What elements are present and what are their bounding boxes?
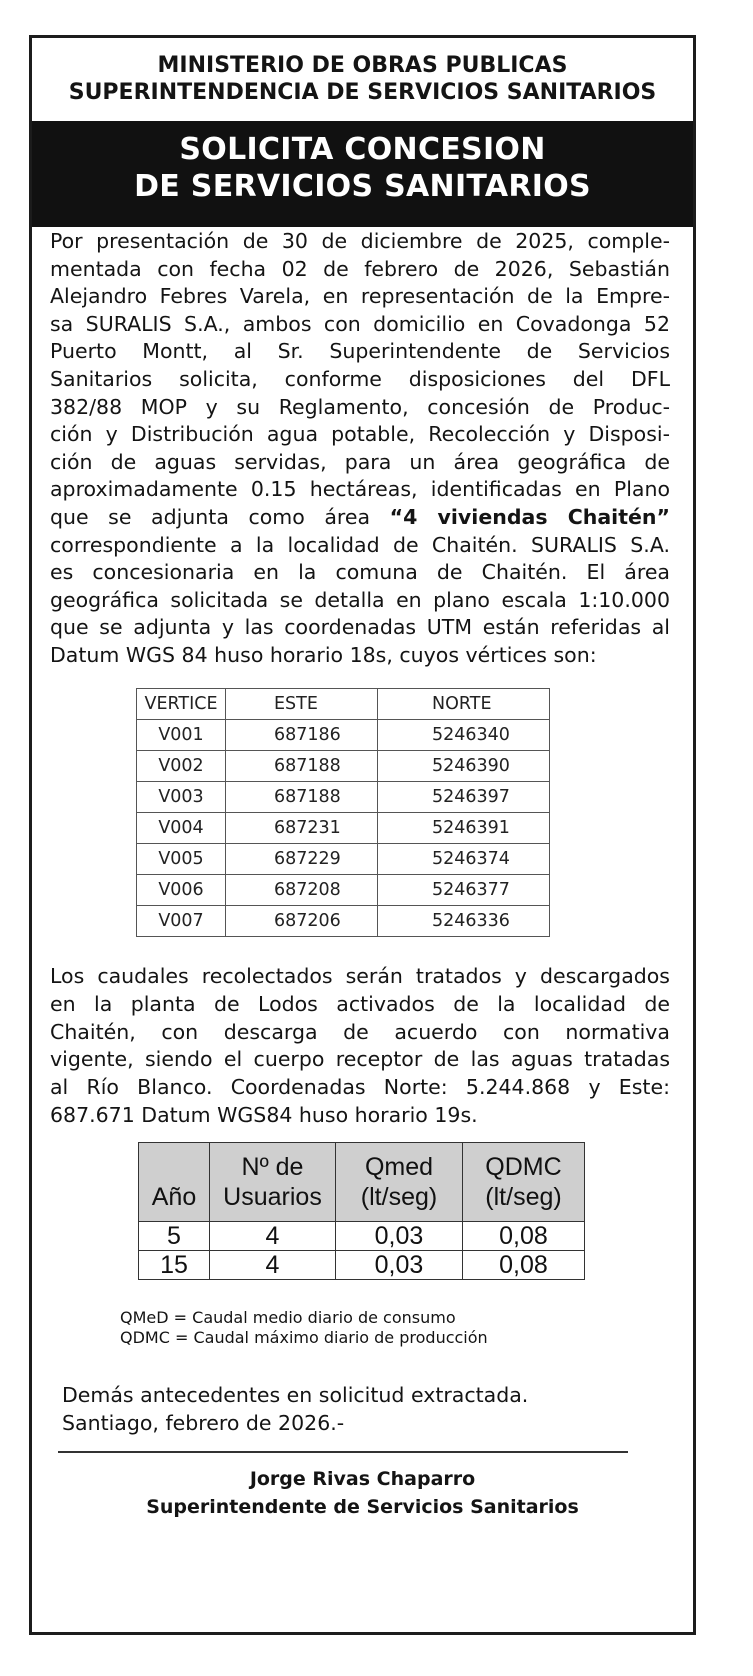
vertex-este: 687206 xyxy=(226,906,378,937)
year-cell: 15 xyxy=(139,1251,210,1280)
paragraph-line: Por presentación de 30 de diciembre de 2025, comple- xyxy=(50,229,670,253)
vertex-id: V001 xyxy=(137,720,226,751)
paragraph-line: ción de aguas servidas, para un área geográfica de xyxy=(50,449,670,474)
header-line: Qmed xyxy=(364,1153,434,1181)
vertex-este: 687188 xyxy=(226,751,378,782)
vertex-id: V007 xyxy=(137,906,226,937)
table-row xyxy=(137,844,550,875)
note-qdmc: QDMC = Caudal máximo diario de producción xyxy=(120,1328,488,1347)
qmed-cell: 0,03 xyxy=(336,1222,463,1251)
paragraph-line-area-name xyxy=(50,504,670,532)
note-qmed: QMeD = Caudal medio diario de consumo xyxy=(120,1308,456,1327)
paragraph-line: 382/88 MOP y su Reglamento, concesión de Produc- xyxy=(50,394,670,419)
vertex-este: 687188 xyxy=(226,782,378,813)
paragraph-line: Puerto Montt, al Sr. Superintendente de Servicios xyxy=(50,339,670,364)
table-row xyxy=(137,751,550,782)
paragraph-line: geográfica solicitada se detalla en plano escala 1:10.000 xyxy=(50,587,670,612)
vertex-id: V004 xyxy=(137,813,226,844)
superintendency-name: SUPERINTENDENCIA DE SERVICIOS SANITARIOS xyxy=(68,80,657,105)
column-header-qmed xyxy=(336,1143,463,1222)
header-line: (lt/seg) xyxy=(360,1183,438,1211)
paragraph-line: en la planta de Lodos activados de la localidad de xyxy=(50,991,670,1016)
table-row xyxy=(137,813,550,844)
paragraph-line: mentada con fecha 02 de febrero de 2026, Sebastián xyxy=(50,256,670,281)
vertex-norte: 5246391 xyxy=(378,813,550,844)
vertex-este: 687229 xyxy=(226,844,378,875)
column-header-usuarios xyxy=(210,1143,336,1222)
paragraph-line: sa SURALIS S.A., ambos con domicilio en Covadonga 52 xyxy=(50,311,670,336)
table-header-row xyxy=(137,689,550,720)
vertex-coordinates-table xyxy=(136,688,550,937)
paragraph-line: aproximadamente 0.15 hectáreas, identificadas en Plano xyxy=(50,477,670,502)
table-header-row xyxy=(139,1143,585,1222)
column-header-vertice: VERTICE xyxy=(137,689,226,720)
vertex-este: 687231 xyxy=(226,813,378,844)
vertex-norte: 5246377 xyxy=(378,875,550,906)
column-header-este: ESTE xyxy=(226,689,378,720)
vertex-este: 687186 xyxy=(226,720,378,751)
signatory-role: Superintendente de Servicios Sanitarios xyxy=(146,1496,579,1518)
area-intro-text: que se adjunta como área xyxy=(50,504,371,529)
vertex-id: V005 xyxy=(137,844,226,875)
paragraph-line: correspondiente a la localidad de Chaitén. SURALIS S.A. xyxy=(50,532,670,557)
paragraph-line: ción y Distribución agua potable, Recolección y Disposi- xyxy=(50,422,670,447)
qdmc-cell: 0,08 xyxy=(463,1251,585,1280)
header-line: QDMC xyxy=(485,1153,562,1181)
closing-text xyxy=(62,1381,528,1437)
column-header-ano xyxy=(139,1143,210,1222)
paragraph-line: Datum WGS 84 huso horario 18s, cuyos vértices son: xyxy=(50,642,597,667)
column-header-norte: NORTE xyxy=(378,689,550,720)
paragraph-line: al Río Blanco. Coordenadas Norte: 5.244.868 y Este: xyxy=(50,1075,670,1100)
vertex-este: 687208 xyxy=(226,875,378,906)
closing-date: Santiago, febrero de 2026.- xyxy=(62,1411,345,1435)
vertex-norte: 5246397 xyxy=(378,782,550,813)
vertex-norte: 5246390 xyxy=(378,751,550,782)
signature-divider xyxy=(58,1451,628,1453)
paragraph-line: vigente, siendo el cuerpo receptor de las aguas tratadas xyxy=(50,1047,670,1072)
request-paragraph xyxy=(50,228,670,670)
header-line: (lt/seg) xyxy=(485,1183,562,1211)
paragraph-line: es concesionaria en la comuna de Chaitén. El área xyxy=(50,560,670,585)
table-row xyxy=(137,906,550,937)
paragraph-line: Chaitén, con descarga de acuerdo con normativa xyxy=(50,1019,670,1044)
vertex-norte: 5246336 xyxy=(378,906,550,937)
paragraph-line: que se adjunta y las coordenadas UTM están referidas al xyxy=(50,615,670,640)
header-line: Año xyxy=(151,1183,197,1211)
vertex-id: V006 xyxy=(137,875,226,906)
paragraph-line: Los caudales recolectados serán tratados y descargados xyxy=(50,964,670,988)
closing-line-1: Demás antecedentes en solicitud extractada. xyxy=(62,1383,529,1407)
table-row xyxy=(139,1251,585,1280)
title-line-2: DE SERVICIOS SANITARIOS xyxy=(134,169,591,204)
vertex-norte: 5246374 xyxy=(378,844,550,875)
discharge-paragraph xyxy=(50,963,670,1130)
table-row xyxy=(139,1222,585,1251)
title-band xyxy=(32,121,693,227)
flow-rates-table xyxy=(138,1142,585,1280)
table-row xyxy=(137,720,550,751)
paragraph-line: Sanitarios solicita, conforme disposiciones del DFL xyxy=(50,366,670,391)
qmed-cell: 0,03 xyxy=(336,1251,463,1280)
table-row xyxy=(137,782,550,813)
title-line-1: SOLICITA CONCESION xyxy=(179,132,546,167)
vertex-id: V003 xyxy=(137,782,226,813)
year-cell: 5 xyxy=(139,1222,210,1251)
paragraph-line: Alejandro Febres Varela, en representación de la Empre- xyxy=(50,284,670,309)
table-row xyxy=(137,875,550,906)
paragraph-line: 687.671 Datum WGS84 huso horario 19s. xyxy=(50,1102,478,1127)
header-line: Usuarios xyxy=(223,1183,322,1211)
vertex-id: V002 xyxy=(137,751,226,782)
header-line: Nº de xyxy=(241,1153,304,1181)
area-name-bold: “4 viviendas Chaitén” xyxy=(389,504,670,529)
ministry-header xyxy=(32,38,693,121)
users-cell: 4 xyxy=(210,1222,336,1251)
abbreviation-notes xyxy=(120,1308,488,1348)
column-header-qdmc xyxy=(463,1143,585,1222)
signatory-name: Jorge Rivas Chaparro xyxy=(249,1468,476,1490)
vertex-norte: 5246340 xyxy=(378,720,550,751)
signature-block xyxy=(32,1465,693,1521)
ministry-name: MINISTERIO DE OBRAS PUBLICAS xyxy=(157,53,568,78)
notice-frame xyxy=(29,35,696,1635)
qdmc-cell: 0,08 xyxy=(463,1222,585,1251)
users-cell: 4 xyxy=(210,1251,336,1280)
